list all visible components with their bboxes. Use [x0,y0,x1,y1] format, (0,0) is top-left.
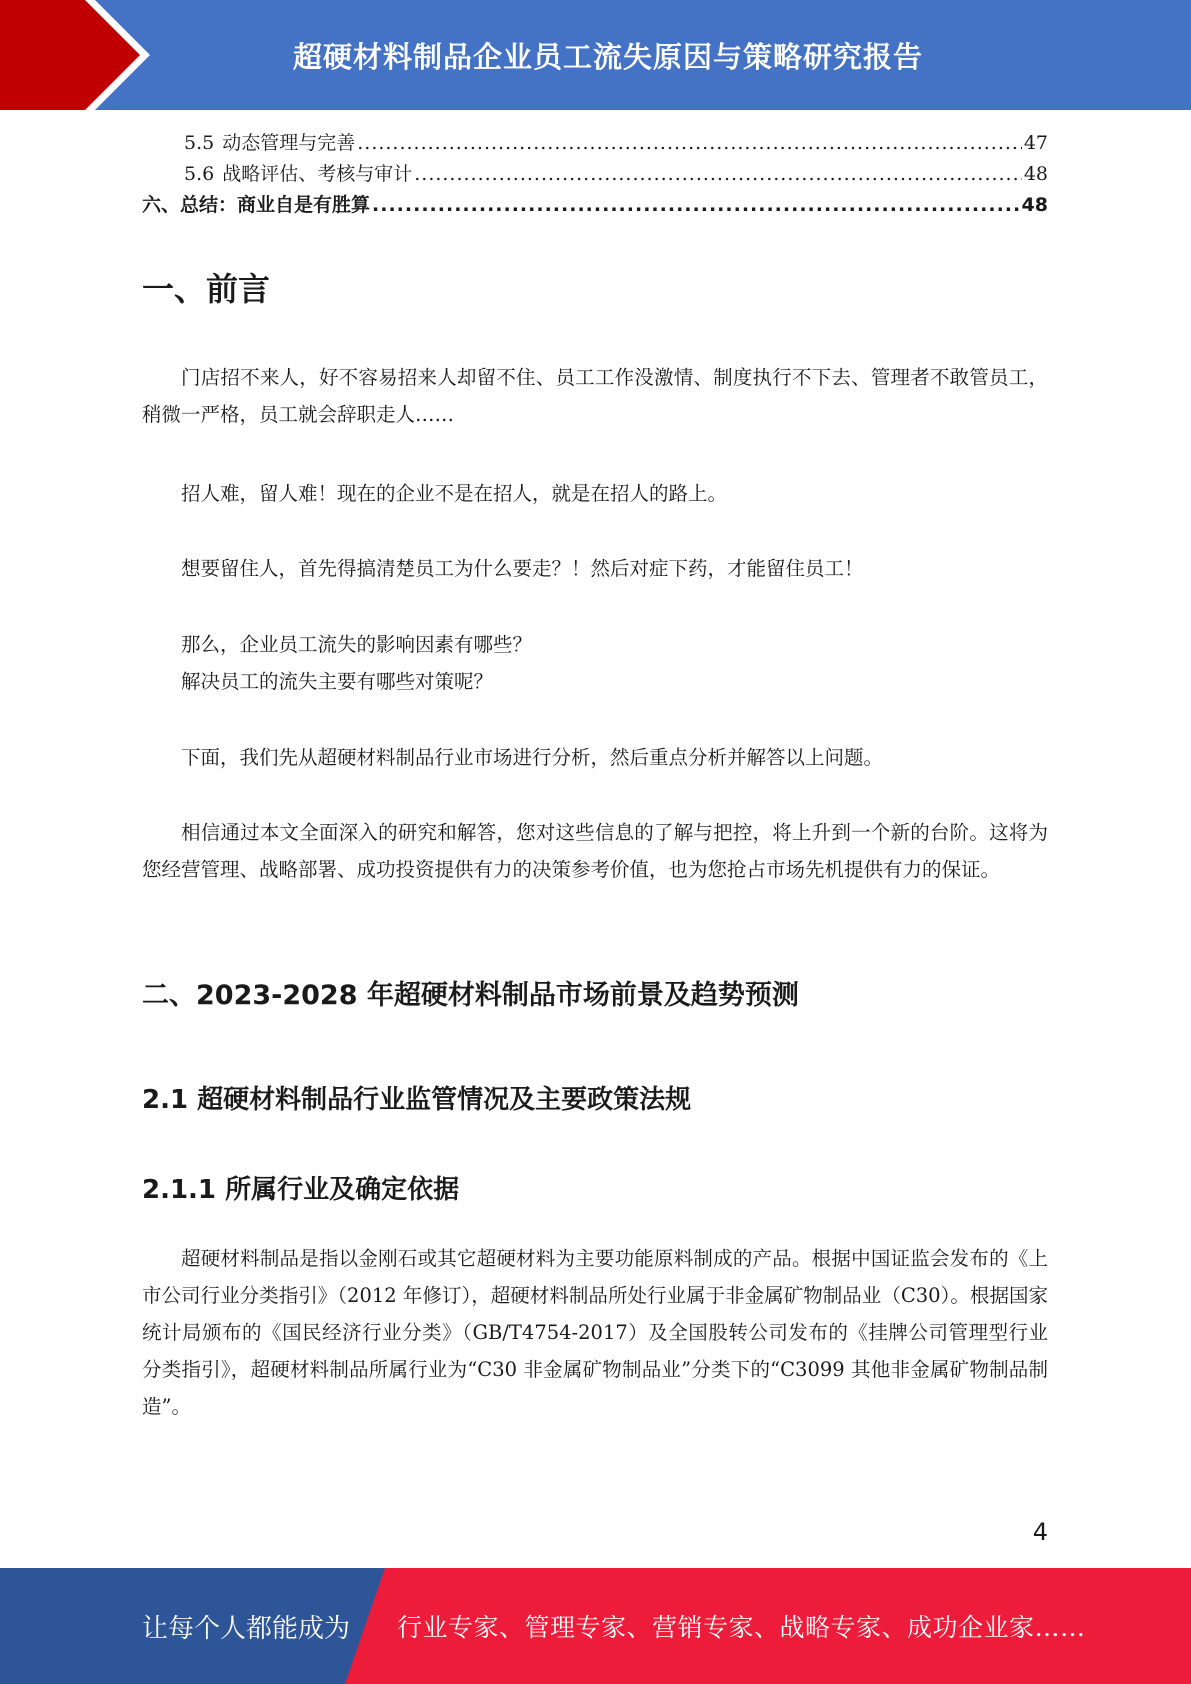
toc-leader-dots [357,132,1022,154]
paragraph: 超硬材料制品是指以金刚石或其它超硬材料为主要功能原料制成的产品。根据中国证监会发布的《上市公司行业分类指引》（2012 年修订），超硬材料制品所处行业属于非金属矿物制品业（C30）。根据国家统计局颁布的《国民经济行业分类》（GB/T4754-2017）及全国股转公司发布的《挂牌公司管理型行业分类指引》，超硬材料制品所属行业为“C30 非金属矿物制品业”分类下的“C3099 其他非金属矿物制品制造”。 [142,1247,1048,1418]
toc-entry-title: 六、总结：商业自是有胜算 [142,194,371,216]
subsection-heading: 2.1 超硬材料制品行业监管情况及主要政策法规 [142,1085,692,1115]
paragraph: 相信通过本文全面深入的研究和解答，您对这些信息的了解与把控，将上升到一个新的台阶。这将为您经营管理、战略部署、成功投资提供有力的决策参考价值，也为您抢占市场先机提供有力的保证。 [142,821,1048,881]
toc-entry[interactable] [142,190,1048,221]
page-number: 4 [1032,1518,1048,1546]
toc-entry-number: 5.6 [184,163,215,185]
toc-entry[interactable] [142,159,1048,190]
paragraph: 那么，企业员工流失的影响因素有哪些？ [181,633,533,656]
section-heading-market: 二、2023-2028 年超硬材料制品市场前景及趋势预测 [142,980,799,1011]
toc-entry-title: 动态管理与完善 [222,132,356,154]
table-of-contents [142,128,1048,221]
paragraph: 下面，我们先从超硬材料制品行业市场进行分析，然后重点分析并解答以上问题。 [181,746,884,769]
toc-entry-title: 战略评估、考核与审计 [222,163,413,185]
footer-banner [0,1568,1191,1684]
toc-entry-page: 47 [1023,132,1048,154]
paragraph: 招人难，留人难！现在的企业不是在招人，就是在招人的路上。 [181,482,728,505]
footer-slogan-right: 行业专家、管理专家、营销专家、战略专家、成功企业家…… [397,1613,1086,1642]
toc-entry-page: 48 [1023,163,1048,185]
toc-leader-dots [414,163,1022,185]
paragraph: 想要留住人，首先得搞清楚员工为什么要走？！然后对症下药，才能留住员工！ [181,557,864,580]
toc-leader-dots [372,194,1020,216]
toc-entry-number: 5.5 [184,132,215,154]
footer-slogan-left: 让每个人都能成为 [142,1613,351,1644]
report-title: 超硬材料制品企业员工流失原因与策略研究报告 [292,39,923,74]
section-heading-preface: 一、前言 [142,270,271,308]
paragraph: 解决员工的流失主要有哪些对策呢？ [181,670,494,693]
toc-entry[interactable] [142,128,1048,159]
paragraph: 门店招不来人，好不容易招来人却留不住、员工工作没激情、制度执行不下去、管理者不敢管员工，稍微一严格，员工就会辞职走人…… [142,366,1048,426]
subsubsection-heading: 2.1.1 所属行业及确定依据 [142,1175,460,1205]
header-banner [0,0,1191,110]
toc-entry-page: 48 [1021,194,1048,216]
